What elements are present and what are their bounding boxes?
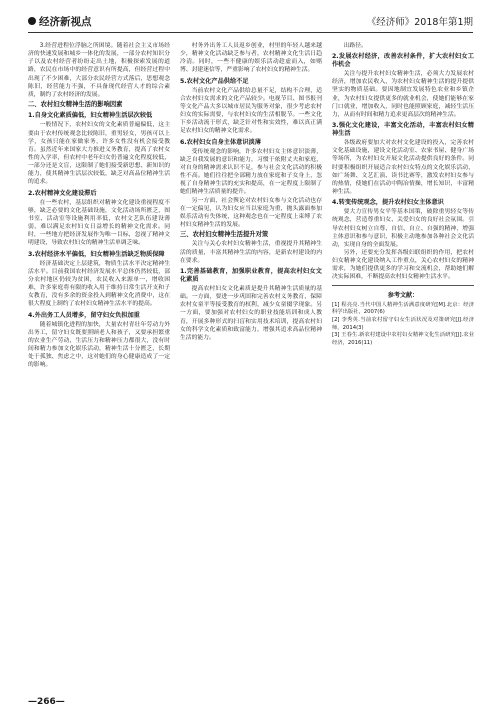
header-rule (28, 32, 473, 33)
paragraph: 3.经营进程位浮脑之所困境。随着社会主义市场经济的快速发展和城乡一体化的发展，一部分农村知识分子以及农村经营者纷纷走出土地，积极探索发展的道路，农民在市场中的经营意识有所提高，但经营过程中出现了不少困难，大部分农民经营方式落后，思想观念陈旧，经营能力不强，不具备现代经营人才的综合素质，制约了农村经济的发展。 (28, 43, 170, 98)
section-heading: 5.农村文化产品供给不足 (180, 77, 249, 85)
paragraph: 经济基础决定上层建筑，物质生活水平决定精神生活水平。目前我国农村经济发展水平总体仍然较低，部分农村地区仍较为贫困，农民收入来源单一，增收困难，许多家庭将有限的收入用于维持日常生活开支和子女教育，没有多余的资金投入到精神文化消费中，这在很大程度上制约了农村妇女精神生活水平的提高。 (28, 260, 170, 308)
page-header (28, 14, 473, 28)
paragraph: 受传统观念的影响，许多农村妇女主体意识淡薄，缺乏自我发展的意识和能力，习惯于依附丈夫和家庭，对自身的精神需求认识不足，参与社会文化活动的积极性不高。她们往往把全部精力放在家庭和子女身上，忽视了自身精神生活的充实和提高，在一定程度上限制了她们精神生活质量的提升。 (180, 148, 322, 196)
section-heading: 三、农村妇女精神生活提升对策 (180, 231, 269, 239)
section-heading: 1.自身文化素质偏低，妇女精神生活层次较低 (28, 112, 153, 120)
paragraph: 另一方面，社会舆论对农村妇女参与文化活动也存在一定偏见，认为妇女应当以家庭为重，抛头露面参加娱乐活动有失体统，这种观念也在一定程度上束缚了农村妇女精神生活的发展。 (180, 197, 322, 228)
section-heading: 3.强化文化建设，丰富文化活动，丰富农村妇女精神生活 (332, 122, 474, 138)
section-heading (28, 14, 92, 29)
paragraph: 当前农村文化产品供给总量不足，结构不合理，适合农村妇女需求的文化产品较少。电视节目、图书报刊等文化产品大多以城市居民为服务对象，很少考虑农村妇女的实际需要，与农村妇女的生活相脱节。一些文化下乡活动流于形式，缺乏针对性和实效性，难以真正满足农村妇女的精神文化需求。 (180, 87, 322, 135)
paragraph: 各级政府要加大对农村文化建设的投入，完善农村文化基础设施，建设文化活动室、农家书屋、健身广场等场所，为农村妇女开展文化活动提供良好的条件。同时要积极组织开展适合农村妇女特点的文化娱乐活动，如广场舞、文艺汇演、读书比赛等，激发农村妇女参与的热情，使她们在活动中陶冶情操，增长知识，丰富精神生活。 (332, 140, 474, 196)
reference-item: [2] 李秀英.当前农村留守妇女生活状况及对策研究[J].经济师，2014(3) (332, 316, 474, 331)
section-heading: 2.农村精神文化建设滞后 (28, 189, 97, 197)
paragraph: 提高农村妇女文化素质是提升其精神生活质量的基础。一方面，要进一步巩固和完善农村义务教育，保障农村女童平等接受教育的权利，减少女童辍学现象。另一方面，要加强对农村妇女的职业技能培训和成人教育，开展多种形式的扫盲和实用技术培训，提高农村妇女的科学文化素质和致富能力，增强其追求高品位精神生活的能力。 (180, 285, 322, 341)
text-column-1 (28, 42, 170, 682)
paragraph: 关注与提升农村妇女精神生活，必须大力发展农村经济，增加农民收入，为农村妇女精神生活的提升提供坚实的物质基础。要因地制宜发展特色农业和乡镇企业，为农村妇女提供更多的就业机会，使她们能够在家门口就业，增加收入，同时也能照顾家庭，减轻生活压力，从而有时间和精力追求更高层次的精神生活。 (332, 71, 474, 118)
section-heading: 4.转变传统观念，提升农村妇女主体意识 (332, 199, 444, 207)
paragraph: 村务外出务工人员返乡创业，村里的年轻人越来越少，精神文化活动缺乏参与者，农村精神文化生活日趋冷清。同时，一些不健康的娱乐活动趁虚而入，如赌博、封建迷信等，严重影响了农村妇女的精神生活。 (180, 43, 322, 74)
paragraph: 关注与关心农村妇女精神生活，重视提升其精神生活的质量，丰富其精神生活的内容，是新农村建设的内在要求。 (180, 241, 322, 264)
paragraph: 要大力宣传男女平等基本国策，破除重男轻女等传统观念，营造尊重妇女、关爱妇女的良好社会氛围。引导农村妇女树立自尊、自信、自立、自强的精神，增强主体意识和参与意识，积极主动地参加各种社会文化活动，实现自身的全面发展。 (332, 209, 474, 248)
paragraph: 在一些农村，基层组织对精神文化建设重视程度不够，缺乏必要的文化基础设施，文化活动场所匮乏，图书室、活动室等设施利用率低，农村文艺队伍建设薄弱，难以满足农村妇女日益增长的精神文化需求。同时，一些地方把经济发展作为唯一目标，忽视了精神文明建设，导致农村妇女的精神生活单调乏味。 (28, 199, 170, 247)
section-heading: 3.农村经济水平偏低，妇女精神生活缺乏物质保障 (28, 250, 165, 258)
references-list (332, 302, 474, 348)
section-heading: 1.完善基础教育，加强职业教育，提高农村妇女文化素质 (180, 267, 322, 283)
section-title: 经济新视点 (39, 15, 92, 28)
reference-item: [3] 王春生.新农村建设中农村妇女精神文化生活研究[J].农业经济，2016(11) (332, 332, 474, 346)
section-heading: 2.发展农村经济，改善农村条件，扩大农村妇女工作机会 (332, 53, 474, 69)
page-number: —266— (28, 697, 65, 707)
bullet-icon (28, 17, 36, 25)
reference-item: [1] 程亮亮.当代中国人精神生活满意度研究[M].北京：经济科学出版社，2007(6) (332, 301, 474, 316)
paragraph: 一般情况下，农村妇女的文化素质普遍偏低，这主要由于农村传统观念比较陈旧，重男轻女，男孩可以上学，女孩只能在家做家务，许多女性没有机会接受教育。虽然近年来国家大力推进义务教育，提高了农村女性的入学率，但农村中老年妇女仍普遍文化程度较低，一部分还是文盲，这限制了她们接受新思想、新知识的能力，使其精神生活层次较低，缺乏对高品位精神生活的追求。 (28, 122, 170, 186)
section-heading: 4.外出务工人员增多，留守妇女负担加重 (28, 311, 140, 319)
section-heading: 6.农村妇女自身主体意识淡薄 (180, 138, 261, 146)
journal-issue: 《经济师》2018年第1期 (366, 17, 473, 28)
references-block (332, 285, 474, 348)
section-heading: 二、农村妇女精神生活的影响因素 (28, 101, 123, 109)
article-body (28, 42, 474, 682)
paragraph: 另外，还要充分发挥各级妇联组织的作用，把农村妇女精神文化建设纳入工作重点，关心农村妇女的精神需求，为她们提供更多的学习和交流机会，帮助她们解决实际困难，不断提高农村妇女精神生活水平。 (332, 249, 474, 281)
paragraph: 随着城镇化进程的加快，大量农村青壮年劳动力外出务工，留守妇女既要照顾老人和孩子，又要承担繁重的农业生产劳动，生活压力和精神压力都很大，没有时间和精力参加文化娱乐活动，精神生活十分匮乏，长期处于孤独、焦虑之中，这对她们的身心健康造成了一定的影响。 (28, 321, 170, 369)
references-title: 参考文献： (387, 291, 419, 299)
text-column-2 (180, 42, 322, 682)
text-column-3 (332, 42, 474, 682)
paragraph: 出路径。 (343, 43, 367, 49)
